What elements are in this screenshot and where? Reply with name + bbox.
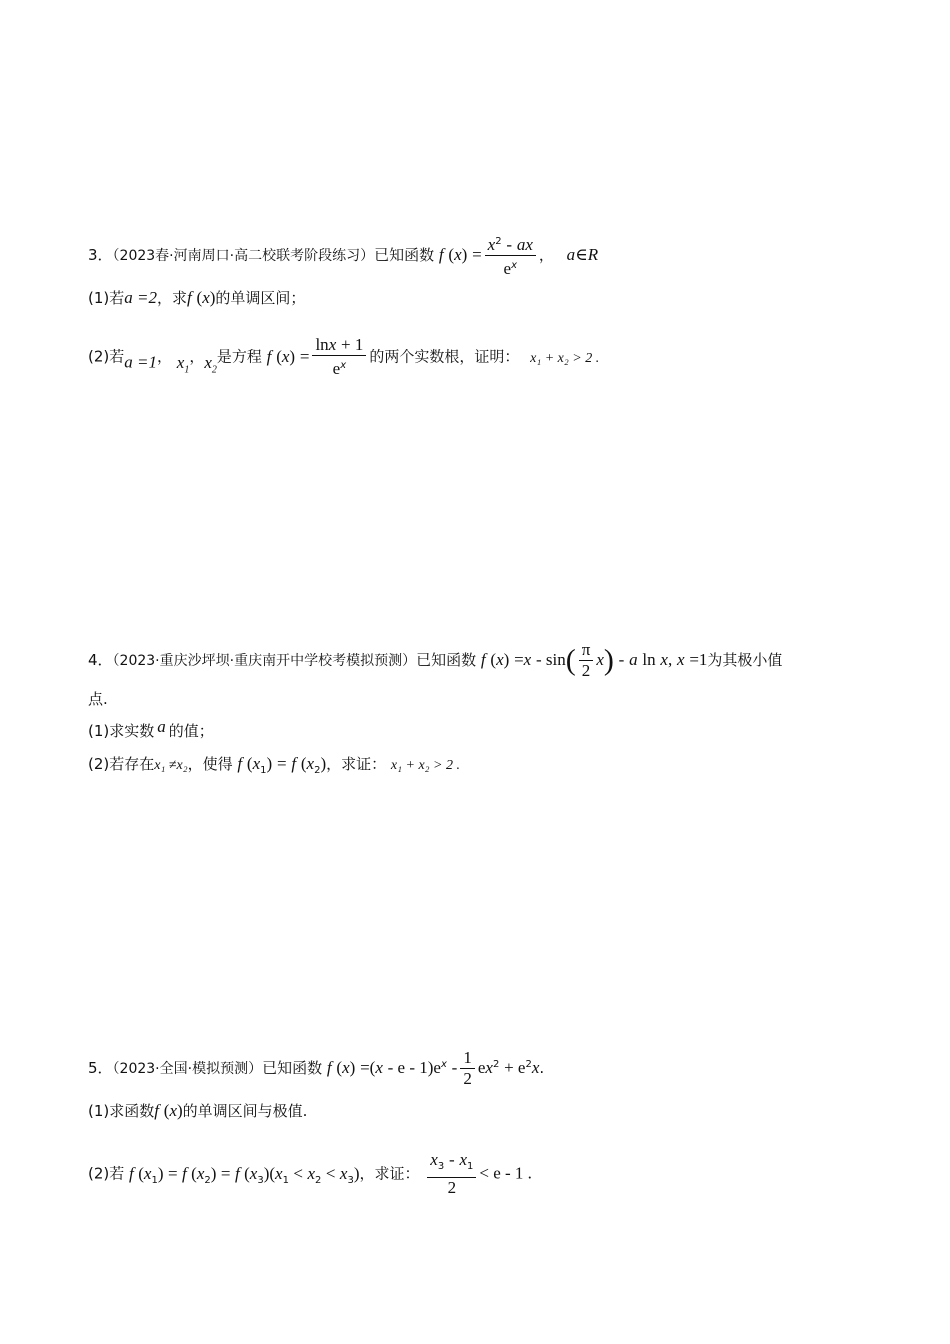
function-formula: f (x) =x - sin( $\frac{\pi}{2}$ x) - a ln x, x =1 [480, 640, 708, 680]
part-label: (2)若存在 [88, 755, 155, 773]
part-condition: x₁ ≠x₂ [154, 758, 188, 773]
problem-5-statement [88, 1048, 544, 1089]
problem-number: 5． [88, 1059, 113, 1077]
problem-number: 4． [88, 651, 113, 669]
domain-condition: a∈R [566, 245, 599, 264]
problem-4-part-2 [88, 753, 460, 782]
part-condition: a =1 [124, 352, 157, 372]
equality: f $(x_1) = f$ $(x_2)$ [237, 754, 327, 776]
problem-source: （2023·全国·模拟预测） [112, 1061, 263, 1077]
part-text: ，求 [156, 289, 187, 307]
problem-intro: 已知函数 [262, 1059, 323, 1077]
problem-4-part-1 [88, 716, 214, 742]
problem-3-part-1 [88, 287, 305, 309]
part-condition: a =2 [124, 288, 157, 307]
problem-text: 为其极小值 [707, 651, 783, 669]
part-text-end: 的值； [168, 722, 214, 740]
condition-chain: f $(x_1) = f$ $(x_2) = f$ $(x_3)(x_1 < x_2 < x_3)$ [129, 1163, 360, 1186]
part-text-end: 的单调区间与极值. [182, 1102, 308, 1120]
part-label: (1)求实数 [88, 722, 155, 740]
problem-4-statement [88, 640, 782, 681]
problem-3-statement [88, 232, 598, 279]
roots: $x_1$ [176, 352, 190, 375]
function-ref: f (x) [187, 288, 216, 307]
problem-4-wrap: 点. [88, 690, 108, 708]
function-formula: f $(x) =(x - e - 1)e^x$ - $\frac{1}{2}$ $ex^2 + e^2x$ [326, 1048, 540, 1088]
problem-5-part-2 [88, 1150, 532, 1198]
claim: < e - 1 . [479, 1163, 532, 1183]
part-label: (1)求函数 [88, 1102, 155, 1120]
function-ref: f (x) [154, 1101, 183, 1120]
problem-intro: 已知函数 [374, 246, 435, 264]
part-label: (1)若 [88, 289, 125, 307]
part-text-end: 的单调区间； [215, 289, 306, 307]
problem-3-part-2: (2)若a =1， $x_1$，$x_2$是方程 f (x) = $\frac{\ln x + 1}{e^x}$ 的两个实数根，证明： x₁ + x₂ > 2 . [88, 335, 600, 378]
period: . [539, 1059, 545, 1077]
problem-source: （2023·重庆沙坪坝·重庆南开中学校考模拟预测） [112, 653, 417, 669]
var-a: a [157, 717, 166, 736]
part-label: (2)若 [88, 347, 125, 366]
claim: x₁ + x₂ > 2 . [390, 758, 460, 773]
part-text: ，使得 [187, 755, 233, 773]
root-2: $x_2$ [204, 352, 217, 375]
problem-source: （2023春·河南周口·高二校联考阶段练习） [112, 248, 375, 264]
part-text-end: 的两个实数根，证明： [369, 347, 520, 366]
problem-5-part-1 [88, 1100, 307, 1122]
equation: f (x) = $\frac{\ln x + 1}{e^x}$ [267, 348, 370, 366]
function-formula: f (x) = $\frac{x^2 - ax}{e^x}$ [439, 246, 539, 264]
roots-text: 是方程 [216, 347, 262, 366]
part-text: ，求证： [359, 1164, 420, 1183]
problem-number: 3． [88, 246, 113, 264]
fraction: $\frac{x_3 - x_1}{2}$ [427, 1150, 476, 1198]
part-label: (2)若 [88, 1164, 125, 1183]
part-text-2: ，求证： [326, 755, 387, 773]
claim: x₁ + x₂ > 2 . [530, 350, 600, 366]
problem-intro: 已知函数 [416, 651, 477, 669]
separator: ， [538, 246, 554, 264]
